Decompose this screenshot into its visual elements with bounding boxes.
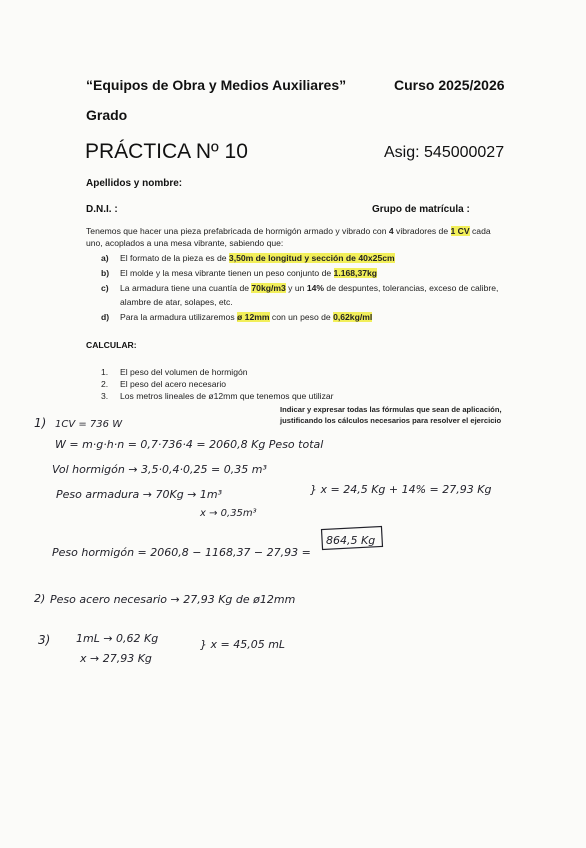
item-highlight: 70kg/m3 (251, 283, 286, 293)
item-number: 2. (101, 379, 109, 389)
item-text: La armadura tiene una cuantía de (120, 283, 252, 293)
hw-line: 1CV = 736 W (55, 419, 123, 430)
hw-section-1: 1) (34, 416, 47, 430)
hw-section-2: 2) (34, 592, 46, 605)
hw-line: } x = 45,05 mL (200, 638, 286, 651)
item-bold: 14% (306, 283, 325, 293)
hw-line: } x = 24,5 Kg + 14% = 27,93 Kg (310, 483, 492, 496)
hw-line: Peso armadura → 70Kg → 1m³ (56, 488, 223, 501)
item-text: con un peso de (269, 312, 334, 322)
intro-power: 1 CV (450, 226, 470, 236)
list-item-continuation: alambre de atar, solapes, etc. (120, 297, 233, 307)
item-text: de despuntes, tolerancias, exceso de calibre, (324, 283, 499, 293)
instructions-note-2: justificando los cálculos necesarios para resolver el ejercicio (280, 416, 502, 425)
instructions-note-1: Indicar y expresar todas las fórmulas que sean de aplicación, (280, 405, 502, 414)
hw-line: Vol hormigón → 3,5·0,4·0,25 = 0,35 m³ (52, 463, 267, 476)
calcular-label: CALCULAR: (86, 340, 137, 350)
item-mark: a) (101, 253, 109, 263)
item-text: El peso del acero necesario (120, 379, 227, 389)
item-mark: b) (101, 268, 110, 278)
item-mark: d) (101, 312, 110, 322)
item-text: Los metros lineales de ø12mm que tenemos que utilizar (120, 391, 334, 401)
apellidos-label: Apellidos y nombre: (86, 178, 183, 189)
item-text: El formato de la pieza es de (120, 253, 229, 263)
intro-text-2: vibradores de (393, 226, 451, 236)
hw-line: W = m·g·h·n = 0,7·736·4 = 2060,8 Kg Peso total (55, 438, 324, 451)
grupo-label: Grupo de matrícula : (372, 204, 470, 215)
item-text: y un (285, 283, 307, 293)
intro-vibrators: 4 (388, 226, 394, 236)
dni-label: D.N.I. : (86, 204, 118, 215)
item-mark: c) (101, 283, 109, 293)
course-year: Curso 2025/2026 (394, 77, 505, 93)
item-text: El molde y la mesa vibrante tienen un peso conjunto de (120, 268, 334, 278)
course-title: “Equipos de Obra y Medios Auxiliares” (86, 77, 347, 93)
intro-text-3: cada (469, 226, 491, 236)
hw-result: 864,5 Kg (326, 534, 376, 547)
item-number: 1. (101, 367, 109, 377)
hw-line: 1mL → 0,62 Kg (76, 632, 159, 645)
intro-text: Tenemos que hacer una pieza prefabricada de hormigón armado y vibrado con (86, 226, 389, 236)
item-highlight: 3,50m de longitud y sección de 40x25cm (228, 253, 395, 263)
item-number: 3. (101, 391, 109, 401)
hw-line: x → 0,35m³ (200, 508, 257, 519)
item-highlight: 1.168,37kg (333, 268, 378, 278)
item-text: El peso del volumen de hormigón (120, 367, 248, 377)
practica-title: PRÁCTICA Nº 10 (85, 140, 248, 163)
hw-line: Peso acero necesario → 27,93 Kg de ø12mm (50, 593, 296, 606)
hw-section-3: 3) (38, 633, 51, 647)
hw-line: x → 27,93 Kg (80, 652, 152, 665)
item-highlight: 0,62kg/ml (333, 312, 373, 322)
item-text: Para la armadura utilizaremos (120, 312, 238, 322)
intro-line-2: uno, acoplados a una mesa vibrante, sabiendo que: (86, 238, 284, 248)
item-highlight: ø 12mm (237, 312, 270, 322)
grado-label: Grado (86, 107, 128, 123)
asignatura-code: Asig: 545000027 (384, 144, 505, 161)
hw-line: Peso hormigón = 2060,8 − 1168,37 − 27,93 = (52, 546, 311, 559)
